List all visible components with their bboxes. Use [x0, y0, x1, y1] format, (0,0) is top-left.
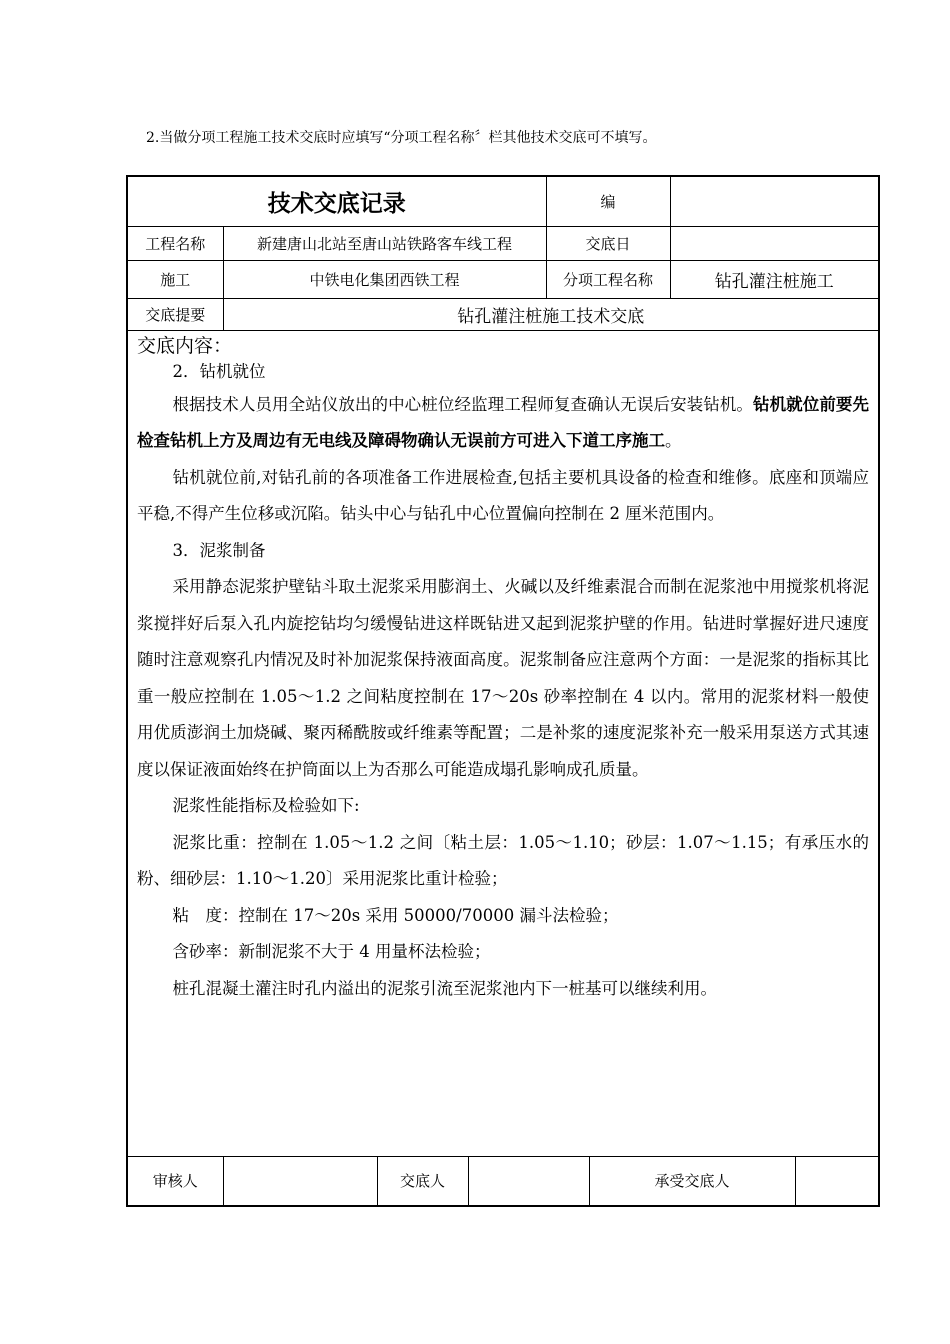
content-heading: 交底内容：: [137, 334, 233, 357]
content-paragraph: 粘 度：控制在 17～20s 采用 50000/70000 漏斗法检验；: [172, 905, 619, 925]
disclosure-date-value: [670, 226, 879, 260]
summary-value: 钻孔灌注桩施工技术交底: [223, 298, 879, 330]
disclosure-content: [127, 330, 879, 1156]
subitem-name-label: 分项工程名称: [546, 260, 670, 298]
summary-label: 交底提要: [127, 298, 223, 330]
paragraph-text: 。: [665, 431, 682, 450]
construction-unit-label: 施工: [127, 260, 223, 298]
disclosure-date-label: 交底日: [546, 226, 670, 260]
record-title: 技术交底记录: [127, 176, 546, 226]
section-heading-mud-preparation: 3．泥浆制备: [172, 540, 266, 560]
code-value: [670, 176, 879, 226]
construction-unit-value: 中铁电化集团西铁工程: [223, 260, 546, 298]
discloser-value: [468, 1156, 589, 1206]
paragraph-text: 根据技术人员用全站仪放出的中心桩位经监理工程师复查确认无误后安装钻机。: [172, 394, 753, 414]
content-paragraph: 含砂率：新制泥浆不大于 4 用量杯法检验；: [172, 942, 491, 961]
reviewer-value: [223, 1156, 377, 1206]
receiver-label: 承受交底人: [589, 1156, 795, 1206]
content-paragraph: 采用静态泥浆护壁钻斗取土泥浆采用膨润土、火碱以及纤维素混合而制在泥浆池中用搅浆机将泥浆搅拌好后泵入孔内旋挖钻均匀缓慢钻进这样既钻进又起到泥浆护壁的作用。钻进时掌握好进尺速度随时注意观察孔内情况及时补加泥浆保持液面高度。泥浆制备应注意两个方面：一是泥浆的指标其比重一般应控制在 1.05～1.2 之间粘度控制在 17～20s 砂率控制在 4 以内。常用的泥浆材料一般使用优质澎润土加烧碱、聚丙稀酰胺或纤维素等配置；二是补浆的速度泥浆补充一般采用泵送方式其速度以保证液面始终在护筒面以上为否那么可能造成塌孔影响成孔质量。: [137, 577, 870, 779]
content-paragraph: 桩孔混凝土灌注时孔内溢出的泥浆引流至泥浆池内下一桩基可以继续利用。: [172, 978, 717, 998]
project-name-value: 新建唐山北站至唐山站铁路客车线工程: [223, 226, 546, 260]
section-heading-drill-positioning: 2．钻机就位: [172, 361, 266, 381]
discloser-label: 交底人: [377, 1156, 468, 1206]
content-paragraph: 钻机就位前,对钻孔前的各项准备工作进展检查,包括主要机具设备的检查和维修。底座和顶端应平稳,不得产生位移或沉陷。钻头中心与钻孔中心位置偏向控制在 2 厘米范围内。: [137, 467, 870, 523]
receiver-value: [795, 1156, 879, 1206]
subitem-name-value: 钻孔灌注桩施工: [670, 260, 879, 298]
reviewer-label: 审核人: [127, 1156, 223, 1206]
technical-disclosure-record-table: [126, 175, 880, 1207]
emphasized-text: 钻机就位前要先检查钻机上方及周边有无电线及障碍物确认无误前方可进入下道工序施工: [137, 394, 870, 450]
code-label: 编: [546, 176, 670, 226]
project-name-label: 工程名称: [127, 226, 223, 260]
fill-instruction-note: 2.当做分项工程施工技术交底时应填写“分项工程名称〞栏其他技术交底可不填写。: [146, 130, 657, 146]
content-paragraph: [137, 387, 869, 460]
content-paragraph: 泥浆性能指标及检验如下:: [172, 796, 360, 815]
content-paragraph: 泥浆比重：控制在 1.05～1.2 之间〔粘土层：1.05～1.10；砂层：1.07～1.15；有承压水的粉、细砂层：1.10～1.20〕采用泥浆比重计检验；: [137, 832, 870, 888]
